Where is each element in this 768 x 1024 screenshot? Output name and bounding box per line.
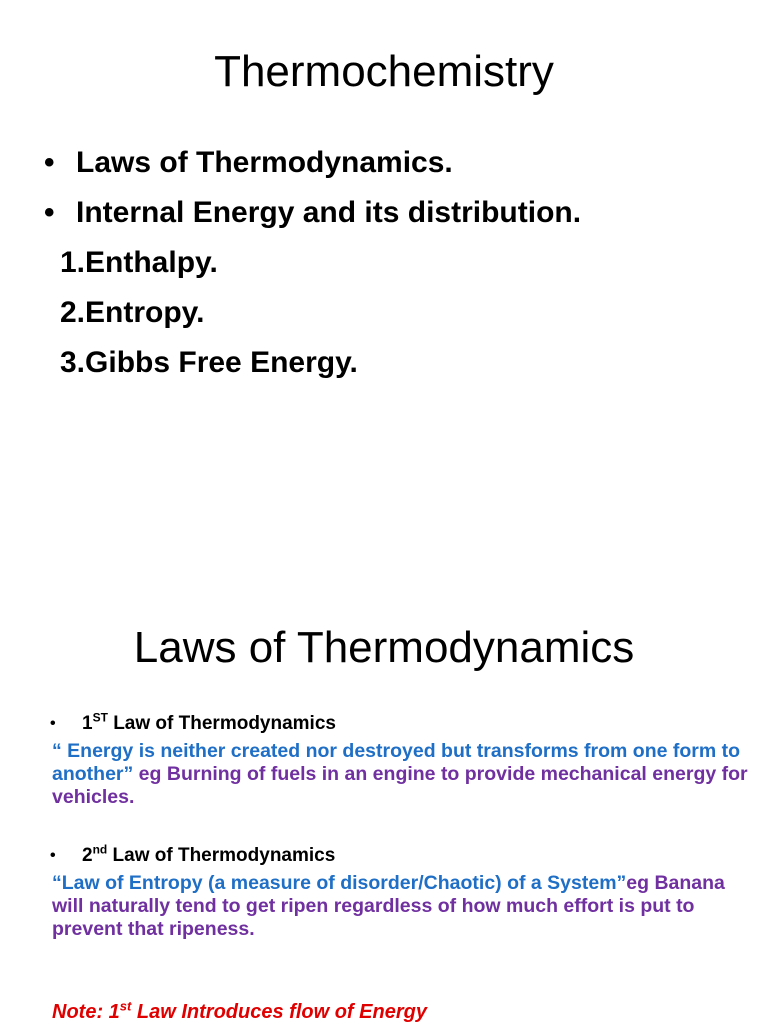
list-item: 2.Entropy. — [60, 296, 205, 329]
slide-title: Thermochemistry — [214, 47, 554, 96]
list-item: 1.Enthalpy. — [60, 246, 218, 279]
law-heading: • 1ST Law of Thermodynamics — [50, 710, 336, 734]
bullet-icon: • — [50, 715, 56, 732]
bullet-icon: • — [44, 196, 55, 229]
subtopic-list — [60, 238, 358, 388]
law-example: eg Burning of fuels in an engine to provide mechanical energy for vehicles. — [52, 763, 748, 808]
law-heading: • 2nd Law of Thermodynamics — [50, 842, 336, 866]
law-quote: “ Energy is neither created nor destroyed but transforms from one form to another” — [52, 740, 741, 785]
first-law-block — [52, 712, 752, 809]
topic-list — [44, 138, 581, 238]
second-law-block — [52, 844, 752, 941]
list-item: 3.Gibbs Free Energy. — [60, 346, 358, 379]
bullet-icon: • — [44, 146, 55, 179]
law-example: eg Banana will naturally tend to get ripen regardless of how much effort is put to prevent that ripeness. — [52, 872, 725, 940]
law-description — [52, 872, 752, 941]
law-quote: “Law of Entropy (a measure of disorder/Chaotic) of a System” — [52, 872, 627, 894]
list-item: • Laws of Thermodynamics. — [44, 138, 581, 188]
law-description — [52, 740, 752, 809]
slide-title: Laws of Thermodynamics — [133, 623, 635, 672]
list-item: • Internal Energy and its distribution. — [44, 188, 581, 238]
slide-laws-of-thermodynamics — [0, 560, 768, 1024]
bullet-icon: • — [50, 847, 56, 864]
note-text: Note: 1st Law Introduces flow of Energy — [52, 998, 427, 1023]
